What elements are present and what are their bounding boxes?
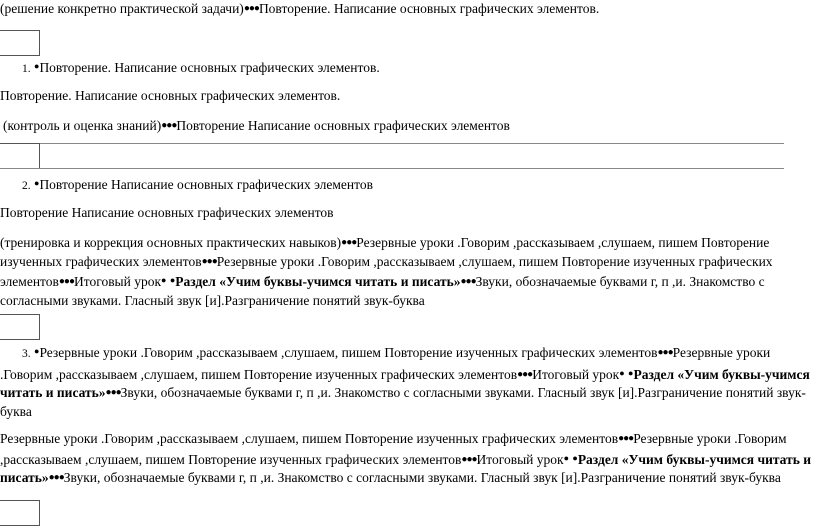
table-cell-box — [0, 143, 40, 169]
list-item-title: Повторение Написание основных графических элементов — [39, 177, 373, 192]
body-lead: (контроль и оценка знаний) — [3, 118, 162, 133]
dots-separator: ●●● — [461, 453, 477, 465]
list-item-title: Повторение. Написание основных графических элементов. — [39, 60, 380, 75]
dots-separator: ●●● — [341, 237, 357, 248]
bullet-icon: ● — [628, 367, 634, 378]
table-rule — [0, 168, 784, 169]
dots-separator: ●●● — [657, 347, 673, 358]
dots-separator: ●●● — [105, 387, 121, 398]
para-c: Резервные уроки .Говорим ,рассказываем ,слушаем, пишем Повторение изученных графических элементов — [0, 253, 773, 289]
list-item-2-title — [22, 174, 373, 195]
item3-body-b: Резервные уроки .Говорим ,рассказываем ,слушаем, пишем Повторение изученных графических элементов — [0, 431, 787, 467]
item3-body-d: Звуки, обозначаемые буквами г, п ,и. Знакомство с согласными звуками. Гласный звук [и].Разграничение понятий звук-буква — [63, 470, 781, 485]
dots-separator: ●●● — [201, 255, 217, 267]
table-cell-box — [0, 500, 40, 526]
item3-text-a: Резервные уроки .Говорим ,рассказываем ,слушаем, пишем Повторение изученных графических элементов — [39, 345, 658, 360]
list-item-1-title — [22, 57, 380, 78]
section-title-bold: Раздел «Учим буквы-учимся читать и писать» — [175, 274, 461, 289]
list-item-number: 2. — [22, 180, 31, 192]
item3-body — [0, 430, 812, 488]
dots-separator: ●●● — [58, 276, 75, 287]
bullet-icon: ● — [169, 275, 176, 285]
table-cell-box — [0, 30, 40, 56]
bullet-icon: ● — [34, 346, 40, 356]
item3-body-c: Итоговый урок — [476, 451, 564, 467]
section-title-bold: Раздел «Учим буквы-учимся читать и писать» — [0, 451, 811, 485]
item1-body-1: Повторение. Написание основных графических элементов. — [0, 88, 341, 103]
dots-separator: ●●● — [618, 433, 634, 444]
header-line — [0, 0, 599, 18]
dots-separator: ●●● — [517, 368, 533, 380]
bullet-icon: ● — [34, 61, 40, 71]
table-rule — [0, 143, 784, 144]
para-d: Итоговый урок — [74, 274, 162, 289]
list-item-number: 3. — [22, 348, 31, 360]
list-item-number: 1. — [22, 63, 31, 75]
header-lead: (решение конкретно практической задачи) — [0, 1, 244, 16]
dots-separator: ●●● — [161, 120, 177, 131]
bullet-icon: ● — [619, 367, 625, 378]
para-a: (тренировка и коррекция основных практических навыков) — [0, 235, 342, 250]
para-f: Звуки, обозначаемые буквами г, п ,и. Знакомство с согласными звуками. Гласный звук [и].Разграничение понятий звук-буква — [0, 274, 765, 308]
item1-body-2 — [3, 117, 510, 135]
bullet-icon: ● — [161, 275, 167, 285]
dots-separator: ●●● — [243, 3, 259, 14]
body-rest: Повторение Написание основных графических элементов — [176, 118, 510, 133]
item3-text-d: Звуки, обозначаемые буквами г, п ,и. Знакомство с согласными звуками. Гласный звук [и].Разграничение понятий звук-буква — [0, 385, 806, 419]
bullet-icon: ● — [34, 178, 40, 188]
item2-body-1: Повторение Написание основных графических элементов — [0, 205, 334, 220]
item2-paragraph — [0, 234, 812, 310]
dots-separator: ●●● — [48, 472, 64, 483]
table-cell-box — [0, 314, 40, 340]
dots-separator: ●●● — [460, 276, 476, 287]
header-rest: Повторение. Написание основных графических элементов. — [258, 1, 600, 16]
list-item-3 — [0, 342, 812, 421]
para-b: Резервные уроки .Говорим ,рассказываем ,слушаем, пишем Повторение изученных графических элементов — [0, 235, 770, 269]
section-title-bold: Раздел «Учим буквы-учимся читать и писать» — [0, 366, 810, 400]
item3-text-b: Резервные уроки .Говорим ,рассказываем ,слушаем, пишем Повторение изученных графических элементов — [0, 345, 771, 382]
bullet-icon: ● — [572, 452, 578, 463]
item3-text-c: Итоговый урок — [532, 366, 620, 382]
item3-body-a: Резервные уроки .Говорим ,рассказываем ,слушаем, пишем Повторение изученных графических элементов — [0, 431, 619, 446]
bullet-icon: ● — [563, 452, 569, 463]
